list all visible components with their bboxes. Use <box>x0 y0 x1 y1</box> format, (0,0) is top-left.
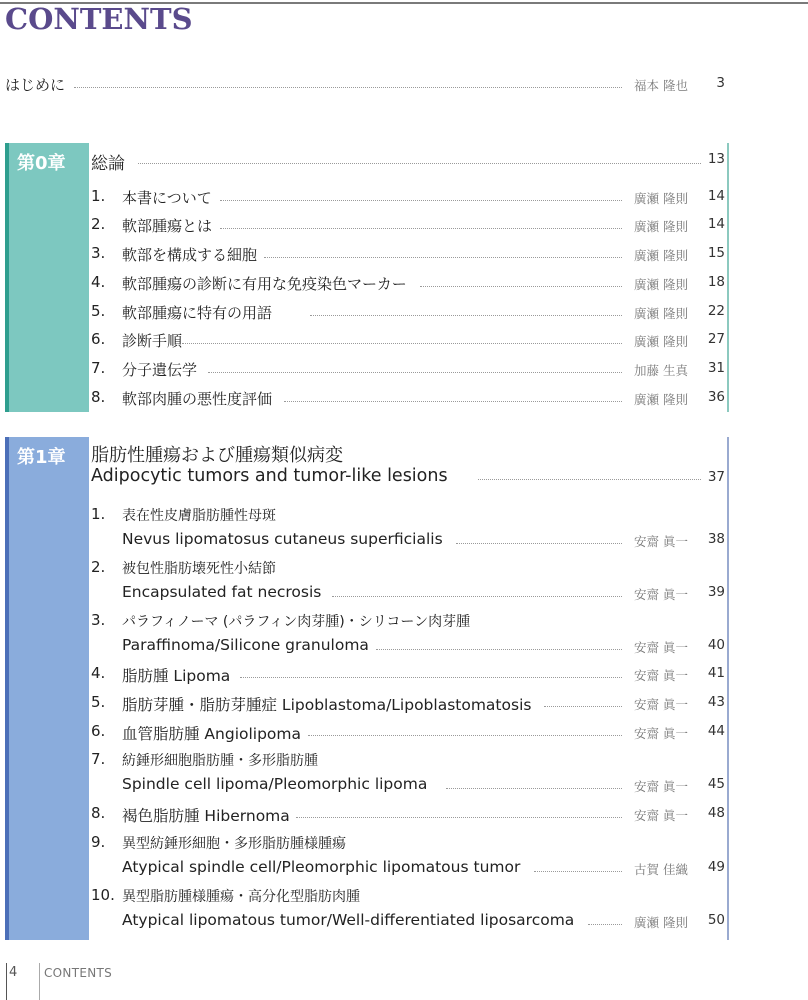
item-author: 廣瀬 隆則 <box>634 334 688 349</box>
toc-item[interactable] <box>0 330 808 352</box>
toc-item[interactable] <box>0 886 808 932</box>
item-number: 5. <box>91 693 106 711</box>
footer-page-number: 4 <box>9 965 18 980</box>
entry-page: 3 <box>716 75 725 91</box>
toc-entry-intro[interactable] <box>0 74 808 96</box>
item-author: 廣瀬 隆則 <box>634 219 688 234</box>
item-title: 軟部腫瘍に特有の用語 <box>122 304 273 322</box>
dot-leader <box>446 788 622 789</box>
item-subtitle: Atypical spindle cell/Pleomorphic lipomatous tumor <box>122 858 521 876</box>
item-title: 診断手順 <box>122 332 183 350</box>
toc-item[interactable] <box>0 187 808 209</box>
item-title: 脂肪腫 Lipoma <box>122 667 231 685</box>
footer-rule-left <box>6 963 7 1000</box>
item-page: 45 <box>707 776 725 792</box>
item-subtitle: Spindle cell lipoma/Pleomorphic lipoma <box>122 775 428 793</box>
entry-author: 福本 隆也 <box>634 78 688 93</box>
item-number: 8. <box>91 804 106 822</box>
item-title: 異型脂肪腫様腫瘍・高分化型脂肪肉腫 <box>122 889 360 905</box>
item-page: 22 <box>707 303 725 319</box>
item-number: 6. <box>91 330 106 348</box>
item-number: 4. <box>91 273 106 291</box>
dot-leader <box>182 343 622 344</box>
item-number: 5. <box>91 302 106 320</box>
item-number: 1. <box>91 505 106 523</box>
item-author: 安齋 眞一 <box>634 668 688 683</box>
item-page: 43 <box>707 694 725 710</box>
toc-item[interactable] <box>0 558 808 604</box>
item-subtitle: Atypical lipomatous tumor/Well-differentiated liposarcoma <box>122 911 575 929</box>
toc-item[interactable] <box>0 722 808 744</box>
toc-item[interactable] <box>0 833 808 879</box>
dot-leader <box>420 286 622 287</box>
item-title: 被包性脂肪壊死性小結節 <box>122 561 276 577</box>
item-number: 7. <box>91 750 106 768</box>
item-page: 36 <box>707 389 725 405</box>
dot-leader <box>456 543 622 544</box>
toc-item[interactable] <box>0 611 808 657</box>
item-title: パラフィノーマ (パラフィン肉芽腫)・シリコーン肉芽腫 <box>122 614 471 630</box>
dot-leader <box>220 228 622 229</box>
item-author: 廣瀬 隆則 <box>634 248 688 263</box>
item-title: 軟部を構成する細胞 <box>122 246 258 264</box>
dot-leader <box>296 817 622 818</box>
item-title: 本書について <box>122 189 212 207</box>
dot-leader <box>240 677 622 678</box>
toc-item[interactable] <box>0 664 808 686</box>
item-author: 廣瀬 隆則 <box>634 306 688 321</box>
footer-rule-divider <box>39 963 40 1000</box>
item-title: 軟部腫瘍とは <box>122 217 213 235</box>
item-page: 39 <box>707 584 725 600</box>
item-title: 異型紡錘形細胞・多形脂肪腫様腫瘍 <box>122 836 346 852</box>
dot-leader <box>308 735 622 736</box>
item-number: 2. <box>91 215 106 233</box>
item-title: 表在性皮膚脂肪腫性母斑 <box>122 508 276 524</box>
chapter-1-heading[interactable] <box>0 441 808 489</box>
item-title: 褐色脂肪腫 Hibernoma <box>122 807 290 825</box>
dot-leader <box>544 706 622 707</box>
item-number: 7. <box>91 359 106 377</box>
item-number: 1. <box>91 187 106 205</box>
item-page: 15 <box>707 245 725 261</box>
item-page: 38 <box>707 531 725 547</box>
item-number: 9. <box>91 833 106 851</box>
item-page: 14 <box>707 188 725 204</box>
chapter-title: 脂肪性腫瘍および腫瘍類似病変 <box>91 445 343 466</box>
item-subtitle: Encapsulated fat necrosis <box>122 583 322 601</box>
toc-item[interactable] <box>0 244 808 266</box>
dot-leader <box>310 315 622 316</box>
chapter-label: 第0章 <box>17 153 66 174</box>
item-number: 3. <box>91 611 106 629</box>
item-title: 分子遺伝学 <box>122 361 198 379</box>
item-title: 軟部肉腫の悪性度評価 <box>122 390 273 408</box>
toc-item[interactable] <box>0 750 808 796</box>
dot-leader <box>284 401 622 402</box>
item-title: 紡錘形細胞脂肪腫・多形脂肪腫 <box>122 753 318 769</box>
item-author: 安齋 眞一 <box>634 779 688 794</box>
chapter-0-heading[interactable] <box>0 149 808 174</box>
chapter-subtitle: Adipocytic tumors and tumor-like lesions <box>91 466 448 486</box>
toc-item[interactable] <box>0 505 808 551</box>
footer-section-title: CONTENTS <box>44 966 113 980</box>
dot-leader <box>376 649 622 650</box>
item-author: 安齋 眞一 <box>634 640 688 655</box>
item-number: 8. <box>91 388 106 406</box>
dot-leader <box>138 163 701 164</box>
entry-title: はじめに <box>5 76 66 94</box>
item-number: 10. <box>91 886 115 904</box>
item-author: 廣瀬 隆則 <box>634 392 688 407</box>
item-author: 廣瀬 隆則 <box>634 191 688 206</box>
item-subtitle: Paraffinoma/Silicone granuloma <box>122 636 369 654</box>
dot-leader <box>220 200 622 201</box>
item-page: 48 <box>707 805 725 821</box>
item-page: 27 <box>707 331 725 347</box>
toc-item[interactable] <box>0 215 808 237</box>
dot-leader <box>534 871 622 872</box>
dot-leader <box>74 87 622 88</box>
item-author: 安齋 眞一 <box>634 534 688 549</box>
item-page: 18 <box>707 274 725 290</box>
item-author: 廣瀬 隆則 <box>634 915 688 930</box>
page-title: CONTENTS <box>5 2 193 36</box>
item-number: 2. <box>91 558 106 576</box>
chapter-label: 第1章 <box>17 447 66 468</box>
toc-item[interactable] <box>0 804 808 826</box>
item-number: 6. <box>91 722 106 740</box>
item-page: 40 <box>707 637 725 653</box>
dot-leader <box>264 257 622 258</box>
toc-item[interactable] <box>0 302 808 324</box>
dot-leader <box>478 479 701 480</box>
item-author: 古賀 佳織 <box>634 862 688 877</box>
chapter-page: 37 <box>707 469 725 485</box>
chapter-title: 総論 <box>91 154 125 174</box>
item-title: 脂肪芽腫・脂肪芽腫症 Lipoblastoma/Lipoblastomatosis <box>122 696 532 714</box>
item-author: 安齋 眞一 <box>634 726 688 741</box>
item-title: 血管脂肪腫 Angiolipoma <box>122 725 302 743</box>
item-author: 廣瀬 隆則 <box>634 277 688 292</box>
item-title: 軟部腫瘍の診断に有用な免疫染色マーカー <box>122 275 407 293</box>
toc-item[interactable] <box>0 693 808 715</box>
item-page: 14 <box>707 216 725 232</box>
item-number: 4. <box>91 664 106 682</box>
item-page: 49 <box>707 859 725 875</box>
item-number: 3. <box>91 244 106 262</box>
item-page: 44 <box>707 723 725 739</box>
dot-leader <box>588 924 622 925</box>
chapter-page: 13 <box>707 151 725 167</box>
item-author: 加藤 生真 <box>634 363 688 378</box>
item-subtitle: Nevus lipomatosus cutaneus superficialis <box>122 530 443 548</box>
toc-item[interactable] <box>0 359 808 381</box>
dot-leader <box>332 596 622 597</box>
toc-item[interactable] <box>0 388 808 410</box>
toc-item[interactable] <box>0 273 808 295</box>
item-author: 安齋 眞一 <box>634 587 688 602</box>
item-author: 安齋 眞一 <box>634 808 688 823</box>
item-author: 安齋 眞一 <box>634 697 688 712</box>
item-page: 31 <box>707 360 725 376</box>
item-page: 41 <box>707 665 725 681</box>
item-page: 50 <box>707 912 725 928</box>
dot-leader <box>208 372 622 373</box>
